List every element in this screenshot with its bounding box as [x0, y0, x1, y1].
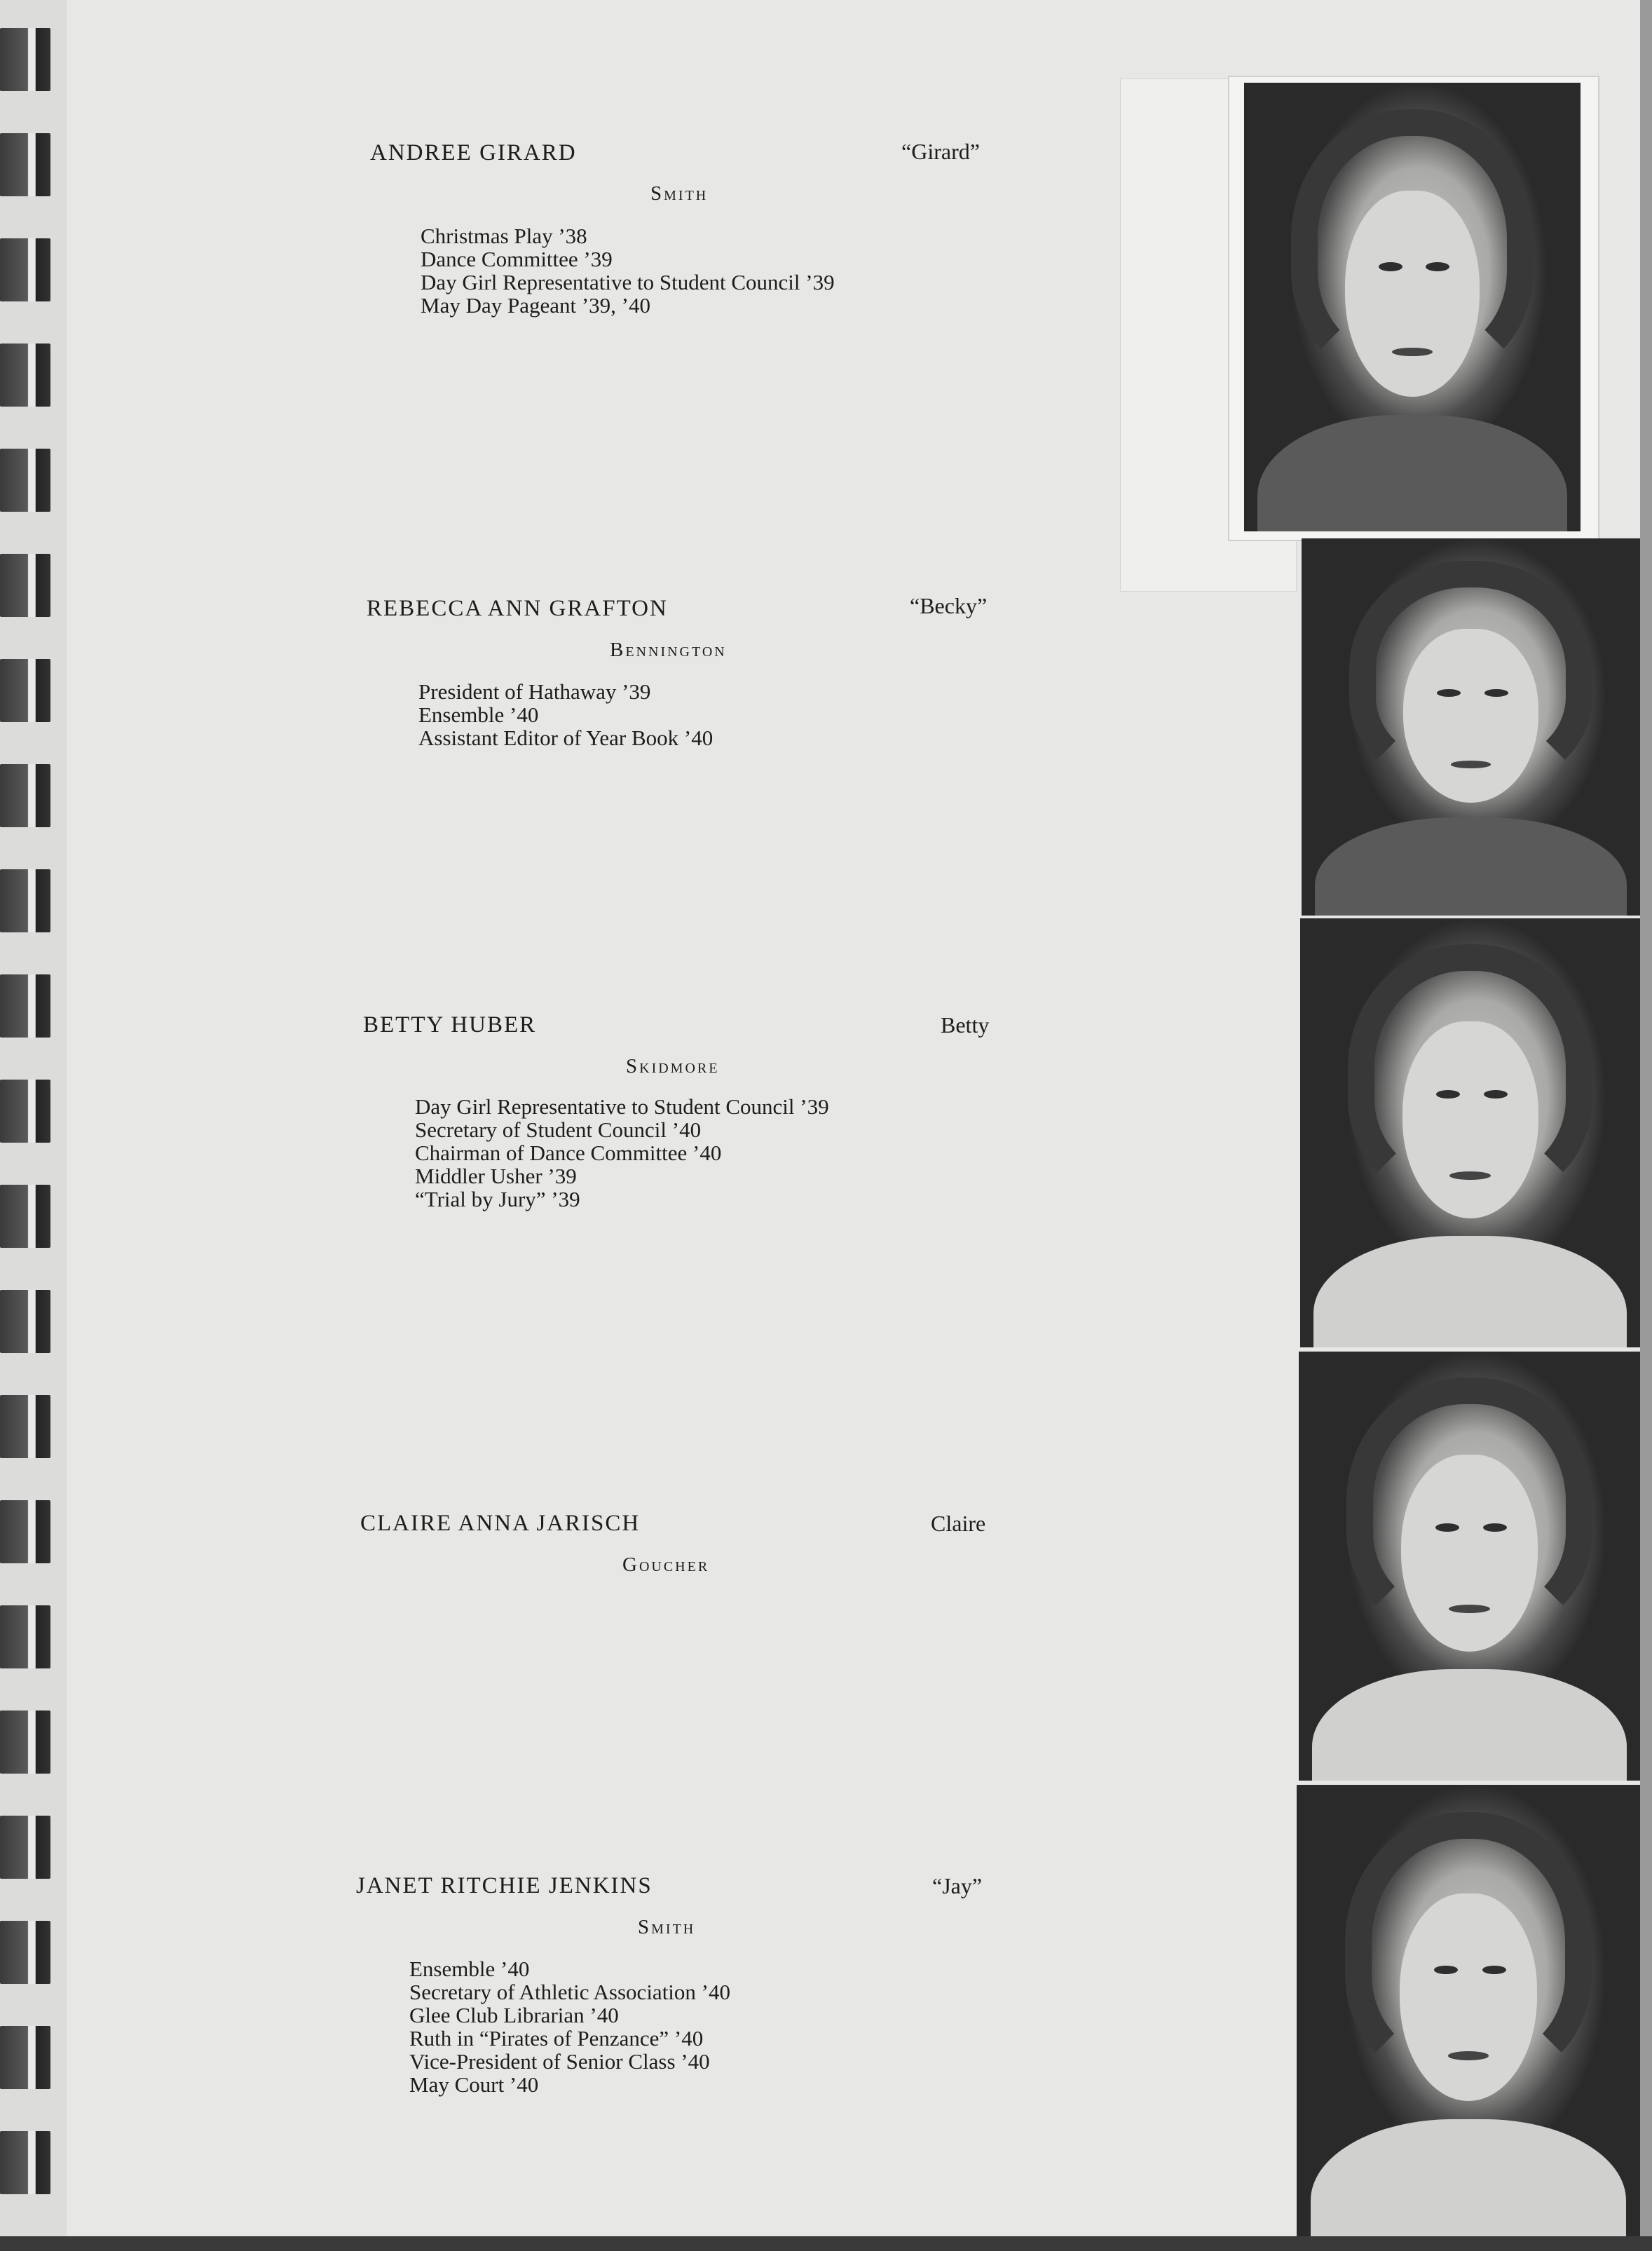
student-college: Smith: [638, 1916, 696, 1938]
student-college: Bennington: [610, 639, 727, 661]
portrait-face: [1345, 191, 1480, 397]
binding-ring: [0, 1605, 50, 1668]
student-nickname: “Becky”: [910, 593, 988, 618]
activity-item: Secretary of Athletic Association ’40: [409, 1980, 730, 2004]
binding-ring: [0, 2131, 50, 2194]
portrait-shoulders: [1315, 817, 1626, 916]
activity-item: May Day Pageant ’39, ’40: [421, 293, 650, 318]
activity-list: [418, 680, 713, 749]
activity-item: Ruth in “Pirates of Penzance” ’40: [409, 2026, 704, 2051]
activity-item: “Trial by Jury” ’39: [415, 1187, 580, 1211]
binding-ring: [0, 133, 50, 196]
activity-item: Dance Committee ’39: [421, 247, 613, 271]
student-nickname: “Jay”: [932, 1873, 983, 1898]
binding-ring: [0, 2026, 50, 2089]
student-name: ANDREE GIRARD: [370, 140, 577, 165]
student-nickname: Claire: [931, 1511, 986, 1536]
binding-ring: [0, 1395, 50, 1458]
binding-ring: [0, 869, 50, 932]
student-name: REBECCA ANN GRAFTON: [367, 596, 668, 621]
portrait-shoulders: [1311, 2119, 1627, 2236]
activity-list: [409, 1957, 730, 2096]
binding-ring: [0, 344, 50, 407]
portrait-eye: [1484, 1090, 1508, 1099]
portrait-photo: [1299, 1352, 1640, 1781]
activity-list: [421, 224, 835, 317]
activity-item: Vice-President of Senior Class ’40: [409, 2049, 710, 2074]
portrait-eye: [1379, 262, 1402, 271]
student-college: Goucher: [622, 1553, 710, 1576]
activity-item: Middler Usher ’39: [415, 1164, 577, 1188]
activity-item: Ensemble ’40: [418, 702, 539, 727]
portrait-mouth: [1448, 2051, 1489, 2060]
portrait-face: [1403, 629, 1538, 802]
activity-item: Secretary of Student Council ’40: [415, 1117, 702, 1142]
activity-item: Day Girl Representative to Student Council ’39: [421, 270, 835, 294]
portrait-photo: [1302, 538, 1640, 916]
portrait-eye: [1483, 1523, 1507, 1532]
student-name: BETTY HUBER: [363, 1012, 537, 1038]
binding-ring: [0, 764, 50, 827]
student-college: Smith: [650, 182, 709, 205]
spiral-binding: [0, 0, 67, 2251]
binding-ring: [0, 1290, 50, 1353]
activity-item: Glee Club Librarian ’40: [409, 2003, 619, 2027]
activity-item: Chairman of Dance Committee ’40: [415, 1141, 722, 1165]
portrait-eye: [1426, 262, 1449, 271]
activity-item: President of Hathaway ’39: [418, 679, 651, 704]
activity-item: Assistant Editor of Year Book ’40: [418, 726, 714, 750]
student-nickname: “Girard”: [901, 139, 980, 164]
binding-ring: [0, 1080, 50, 1143]
binding-ring: [0, 974, 50, 1038]
portrait-eye: [1436, 1090, 1460, 1099]
binding-ring: [0, 449, 50, 512]
student-name: JANET RITCHIE JENKINS: [356, 1873, 653, 1898]
binding-ring: [0, 659, 50, 722]
binding-ring: [0, 28, 50, 91]
binding-ring: [0, 1921, 50, 1984]
portrait-shoulders: [1313, 1236, 1626, 1347]
binding-ring: [0, 1185, 50, 1248]
student-college: Skidmore: [626, 1055, 720, 1077]
portrait-photo: [1244, 83, 1581, 531]
portrait-eye: [1435, 1523, 1459, 1532]
page-edge: [1640, 0, 1652, 2251]
binding-ring: [0, 1711, 50, 1774]
portrait-eye: [1437, 689, 1461, 697]
portrait-face: [1401, 1455, 1538, 1652]
activity-item: May Court ’40: [409, 2072, 539, 2097]
activity-item: Day Girl Representative to Student Council ’39: [415, 1094, 829, 1119]
activity-list: [415, 1095, 829, 1211]
binding-ring: [0, 1500, 50, 1563]
student-nickname: Betty: [941, 1012, 990, 1038]
binding-ring: [0, 238, 50, 301]
portrait-face: [1402, 1021, 1538, 1219]
activity-item: Ensemble ’40: [409, 1957, 530, 1981]
binding-ring: [0, 554, 50, 617]
portrait-photo: [1297, 1785, 1640, 2236]
portrait-shoulders: [1257, 415, 1567, 531]
binding-ring: [0, 1816, 50, 1879]
student-name: CLAIRE ANNA JARISCH: [360, 1511, 641, 1536]
portrait-photo: [1300, 918, 1640, 1347]
portrait-eye: [1484, 689, 1508, 697]
portrait-face: [1400, 1893, 1537, 2101]
activity-item: Christmas Play ’38: [421, 224, 587, 248]
page-edge: [0, 2236, 1652, 2251]
portrait-shoulders: [1312, 1669, 1626, 1781]
